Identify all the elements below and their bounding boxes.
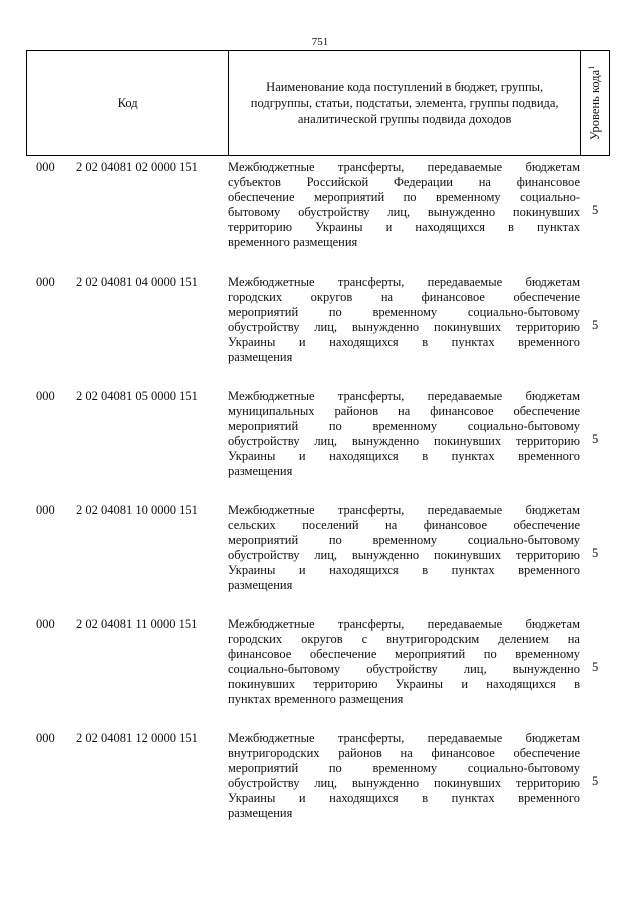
description-line: Межбюджетные трансферты, передаваемые бюджетам — [228, 275, 580, 289]
revenue-code: 2 02 04081 05 0000 151 — [76, 389, 198, 403]
description-line: временного размещения — [228, 235, 358, 249]
description-line: размещения — [228, 578, 293, 592]
admin-code: 000 — [36, 731, 55, 745]
description-line: территорию Украины и находящихся в пунктах — [228, 220, 580, 234]
header-level — [581, 51, 610, 156]
code-level: 5 — [592, 203, 599, 217]
description-line: покинувших территорию Украины и находящихся в — [228, 677, 580, 691]
admin-code: 000 — [36, 503, 55, 517]
header-level-label: Уровень кода — [588, 69, 603, 141]
description-line: обустройству лиц, вынужденно покинувших территорию — [228, 434, 580, 448]
header-code: Код — [27, 51, 229, 156]
admin-code: 000 — [36, 160, 55, 174]
footnote-marker: 1 — [586, 65, 596, 70]
revenue-description — [228, 503, 580, 593]
description-line: субъектов Российской Федерации на финансовое — [228, 175, 580, 189]
description-line: Межбюджетные трансферты, передаваемые бюджетам — [228, 617, 580, 631]
description-line: обустройству лиц, вынужденно покинувших территорию — [228, 548, 580, 562]
description-line: сельских поселений на финансовое обеспечение — [228, 518, 580, 532]
description-line: Украины и находящихся в пунктах временного — [228, 335, 580, 349]
description-line: городских округов на финансовое обеспечение — [228, 290, 580, 304]
code-level: 5 — [592, 660, 599, 674]
description-line: Межбюджетные трансферты, передаваемые бюджетам — [228, 731, 580, 745]
code-level: 5 — [592, 546, 599, 560]
admin-code: 000 — [36, 389, 55, 403]
header-name-line: Наименование кода поступлений в бюджет, группы, — [266, 80, 544, 94]
description-line: размещения — [228, 806, 293, 820]
page-number: 751 — [311, 36, 329, 48]
revenue-code: 2 02 04081 04 0000 151 — [76, 275, 198, 289]
code-level: 5 — [592, 774, 599, 788]
description-line: мероприятий по временному социально-бытовому — [228, 419, 580, 433]
code-level: 5 — [592, 432, 599, 446]
description-line: Украины и находящихся в пунктах временного — [228, 449, 580, 463]
header-name — [229, 51, 581, 156]
description-line: бытовому обустройству лиц, вынужденно покинувших — [228, 205, 580, 219]
revenue-code: 2 02 04081 11 0000 151 — [76, 617, 198, 631]
table-header — [26, 50, 610, 156]
revenue-code: 2 02 04081 12 0000 151 — [76, 731, 198, 745]
revenue-code: 2 02 04081 02 0000 151 — [76, 160, 198, 174]
description-line: Межбюджетные трансферты, передаваемые бюджетам — [228, 503, 580, 517]
description-line: мероприятий по временному социально-бытовому — [228, 305, 580, 319]
code-level: 5 — [592, 318, 599, 332]
description-line: обустройству лиц, вынужденно покинувших территорию — [228, 320, 580, 334]
header-level-text — [587, 66, 603, 140]
admin-code: 000 — [36, 275, 55, 289]
description-line: Украины и находящихся в пунктах временного — [228, 791, 580, 805]
revenue-description — [228, 389, 580, 479]
description-line: финансовое обеспечение мероприятий по временному — [228, 647, 580, 661]
revenue-description — [228, 731, 580, 821]
description-line: мероприятий по временному социально-бытовому — [228, 533, 580, 547]
revenue-code: 2 02 04081 10 0000 151 — [76, 503, 198, 517]
description-line: обустройству лиц, вынужденно покинувших территорию — [228, 776, 580, 790]
admin-code: 000 — [36, 617, 55, 631]
description-line: внутригородских районов на финансовое обеспечение — [228, 746, 580, 760]
description-line: Межбюджетные трансферты, передаваемые бюджетам — [228, 389, 580, 403]
revenue-description — [228, 617, 580, 707]
description-line: городских округов с внутригородским делением на — [228, 632, 580, 646]
description-line: обеспечение мероприятий по временному социально- — [228, 190, 580, 204]
revenue-description — [228, 160, 580, 250]
description-line: Украины и находящихся в пунктах временного — [228, 563, 580, 577]
description-line: размещения — [228, 350, 293, 364]
header-name-line: аналитической группы подвида доходов — [297, 112, 512, 126]
description-line: социально-бытовому обустройству лиц, вынужденно — [228, 662, 580, 676]
description-line: размещения — [228, 464, 293, 478]
description-line: мероприятий по временному социально-бытовому — [228, 761, 580, 775]
description-line: муниципальных районов на финансовое обеспечение — [228, 404, 580, 418]
description-line: пунктах временного размещения — [228, 692, 404, 706]
header-name-line: подгруппы, статьи, подстатьи, элемента, группы подвида, — [250, 96, 559, 110]
description-line: Межбюджетные трансферты, передаваемые бюджетам — [228, 160, 580, 174]
revenue-description — [228, 275, 580, 365]
